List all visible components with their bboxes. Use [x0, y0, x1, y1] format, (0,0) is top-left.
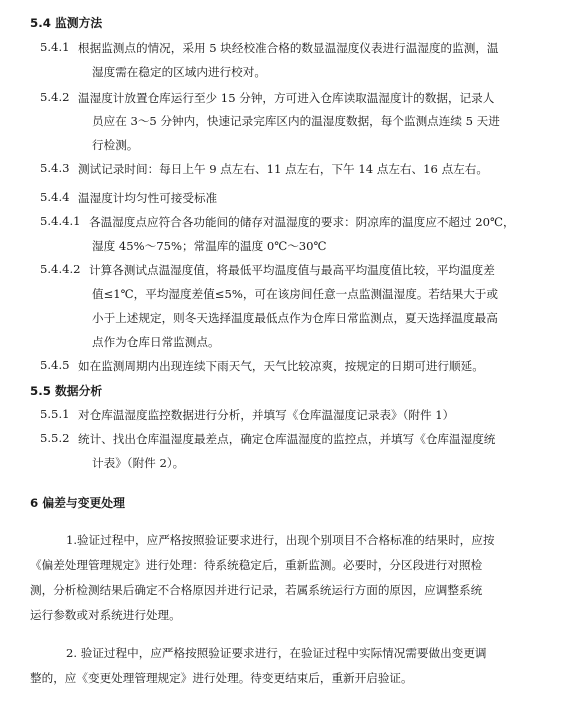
clause-text-line: 值≤1℃，平均湿度差值≤5%，可在该房间任意一点监测温湿度。若结果大于或 [92, 287, 498, 301]
clause-text-line: 各温湿度点应符合各功能间的储存对温湿度的要求：阴凉库的温度应不超过 20℃， [89, 215, 515, 229]
paragraph-text-line: 测，分析检测结果后确定不合格原因并进行记录，若属系统运行方面的原因，应调整系统 [30, 583, 483, 597]
section-heading-5-5: 5.5 数据分析 [30, 384, 103, 398]
clause-text-line: 测试记录时间：每日上午 9 点左右、11 点左右，下午 14 点左右、16 点左右。 [78, 162, 488, 176]
clause-text-line: 员应在 3～5 分钟内，快速记录完库区内的温湿度数据，每个监测点连续 5 天进 [92, 114, 500, 128]
clause-text-line: 温湿度计均匀性可接受标准 [78, 191, 218, 205]
section-heading-6: 6 偏差与变更处理 [30, 496, 125, 510]
paragraph-text-line: 《偏差处理管理规定》进行处理：待系统稳定后，重新监测。必要时，分区段进行对照检 [30, 558, 483, 572]
clause-text-line: 统计、找出仓库温湿度最差点，确定仓库温湿度的监控点，并填写《仓库温湿度统 [78, 432, 496, 446]
clause-text-line: 小于上述规定，则冬天选择温度最低点作为仓库日常监测点，夏天选择温度最高 [92, 311, 498, 325]
clause-text-line: 根据监测点的情况，采用 5 块经校准合格的数显温湿度仪表进行温湿度的监测，温 [78, 41, 499, 55]
clause-text-line: 温湿度计放置仓库运行至少 15 分钟，方可进入仓库读取温湿度计的数据，记录人 [78, 91, 495, 105]
clause-text-line: 计算各测试点温湿度值，将最低平均温度值与最高平均温度值比较，平均温度差 [89, 263, 495, 277]
clause-number: 5.5.2 [40, 431, 70, 445]
paragraph-text-line: 1.验证过程中，应严格按照验证要求进行，出现个别项目不合格标准的结果时，应按 [66, 533, 495, 547]
clause-text-line: 点作为仓库日常监测点。 [92, 335, 220, 349]
clause-number: 5.4.2 [40, 90, 70, 104]
clause-text-line: 湿度需在稳定的区域内进行校对。 [92, 65, 266, 79]
clause-number: 5.4.4.1 [40, 214, 81, 228]
clause-number: 5.4.3 [40, 161, 70, 175]
clause-text-line: 如在监测周期内出现连续下雨天气，天气比较凉爽，按规定的日期可进行顺延。 [78, 359, 484, 373]
clause-number: 5.4.5 [40, 358, 70, 372]
clause-text-line: 对仓库温湿度监控数据进行分析，并填写《仓库温湿度记录表》（附件 1） [78, 408, 455, 422]
clause-number: 5.5.1 [40, 407, 70, 421]
clause-text-line: 行检测。 [92, 138, 139, 152]
paragraph-text-line: 运行参数或对系统进行处理。 [30, 608, 181, 622]
paragraph-text-line: 2. 验证过程中，应严格按照验证要求进行，在验证过程中实际情况需要做出变更调 [66, 646, 487, 660]
clause-number: 5.4.4 [40, 190, 70, 204]
clause-text-line: 计表》（附件 2）。 [92, 456, 185, 470]
paragraph-text-line: 整的，应《变更处理管理规定》进行处理。待变更结束后，重新开启验证。 [30, 671, 413, 685]
clause-text-line: 湿度 45%～75%；常温库的温度 0℃～30℃ [92, 239, 327, 253]
section-heading-5-4: 5.4 监测方法 [30, 16, 103, 30]
clause-number: 5.4.4.2 [40, 262, 81, 276]
clause-number: 5.4.1 [40, 40, 70, 54]
